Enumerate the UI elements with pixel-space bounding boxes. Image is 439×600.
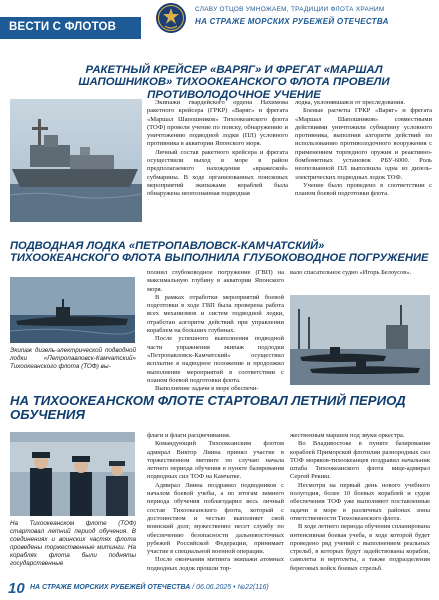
- footer-title: [30, 584, 269, 591]
- article2-photo-caption: Экипаж дизель-электрической подводной лодки «Петропавловск-Камчатский» Тихоокеанского флота (ТОФ) вы-: [10, 347, 136, 370]
- article2-title: ПОДВОДНАЯ ЛОДКА «ПЕТРОПАВЛОВСК-КАМЧАТСКИЙ» ТИХООКЕАНСКОГО ФЛОТА ВЫПОЛНИЛА ГЛУБОКОВОДНОЕ ПОГРУЖЕНИЕ: [10, 240, 429, 265]
- footer-issue: / 06.06.2025 • №22(116): [192, 584, 269, 591]
- article1-column-1: Экипажи гвардейского ордена Нахимова ракетного крейсера (ГРКР) «Варяг» и фрегата «Маршал Шапошников» Тихоокеанского флота (ТОФ) провели учение по поиску, обнаружению и уничтожению подводной лодки (ПЛ) условного противника в акватории Японского моря. Личный состав ракетного крейсера и фрегата осуществили выход в море в район предполагаемого нахождения «вражеской» субмарины. В ходе организованных поисковых мероприятий экипажами кораблей была обнаружена неопознанная подводная: [147, 99, 288, 198]
- article1-title: РАКЕТНЫЙ КРЕЙСЕР «ВАРЯГ» И ФРЕГАТ «МАРШАЛ ШАПОШНИКОВ» ТИХООКЕАНСКОГО ФЛОТА ПРОВЕЛИ ПРОТИВОЛОДОЧНОЕ УЧЕНИЕ: [78, 64, 390, 101]
- article3-photo-caption: На Тихоокеанском флоте (ТОФ) стартовал летний период обучения. В соединениях и воинских частях флота проведены торжественные митинги. На кораблях флота были подняты государственные: [10, 520, 136, 567]
- section-title: ВЕСТИ С ФЛОТОВ: [0, 17, 141, 39]
- article1-column-2: лодка, уклонявшаяся от преследования. Боевые расчеты ГРКР «Варяг» и фрегата «Маршал Шапошников» совместными действиями уничтожили субмарину условного противника, выполнив алгоритм действий по использованию противолодочного вооружения с применением торпедного оружия и реактивно-бомбометных установок РБУ-6000. Роль неопознанной ПЛ выполнила одна из дизель-электрических подводных лодок ТОФ. Учение было проведено в соответствии с планом боевой подготовки флота.: [295, 99, 432, 198]
- footer-paper-title: НА СТРАЖЕ МОРСКИХ РУБЕЖЕЙ ОТЕЧЕСТВА: [30, 584, 191, 591]
- submarine-photo: [10, 277, 135, 343]
- page-header: [0, 0, 439, 44]
- navy-emblem-icon: [155, 2, 187, 34]
- article3-column-1: флаги и флаги расцвечивания. Командующий Тихоокеанским флотом адмирал Виктор Лиина принял участие в торжественном митинге по случаю начала летнего периода обучения в пункте базирования подводных сил ТОФ на Камчатке. Адмирал Лиина поздравил подводников с началом боевой учебы, а по итогам зимнего периода обучения поблагодарил весь личный состав Тихоокеанского флота, который с достоинством и честью выполняет свой воинский долг, мужественно несет службу по обеспечению безопасности дальневосточных рубежей Российской Федерации, принимает участие в специальной военной операции. После окончания митинга экипажи атомных подводных лодок прошли тор-: [147, 432, 284, 572]
- submarines-pier-photo: [290, 295, 430, 385]
- cruiser-photo: [10, 99, 142, 222]
- naval-officers-photo: [10, 432, 135, 516]
- article2-column-2: вало спасательное судно «Игорь Белоусов».: [290, 269, 412, 276]
- article3-title: НА ТИХООКЕАНСКОМ ФЛОТЕ СТАРТОВАЛ ЛЕТНИЙ ПЕРИОД ОБУЧЕНИЯ: [10, 393, 406, 423]
- page-number: 10: [8, 580, 25, 597]
- header-slogan: СЛАВУ ОТЦОВ УМНОЖАЕМ, ТРАДИЦИИ ФЛОТА ХРАНИМ: [195, 6, 385, 13]
- header-paper-title: НА СТРАЖЕ МОРСКИХ РУБЕЖЕЙ ОТЕЧЕСТВА: [195, 17, 389, 26]
- article3-column-2: жественным маршем под звуки оркестра. Во Владивостоке в пункте базирования кораблей Приморской флотилии разнородных сил ТОФ моряков-тихоокеанцев поздравил начальник штаба Тихоокеанского флота вице-адмирал Сергей Рекиш. Несмотря на первый день нового учебного полугодия, более 10 боевых кораблей и судов обеспечения ТОФ уже выполняют поставленные задачи в море в различных районах зоны ответственности Тихоокеанского флота. В ходе летнего периода обучения спланирована интенсивная боевая учеба, в ходе которой будет проведено ряд учений с выполнением реальных стрельб, в которых будут задействованы корабли, самолеты и вертолеты, а также подразделения береговых войск боевых стрельб.: [290, 432, 430, 572]
- article2-column-1: полнил глубоководное погружение (ГВП) на максимальную глубину в акватории Японского моря. В рамках отработки мероприятий боевой подготовки в ходе ГВП была проверена работа всех механизмов и систем подводной лодки, отработан алгоритм действий при управлении кораблем на больших глубинах. После успешного выполнения подводной части упражнения экипаж подлодки «Петропавловск-Камчатский» осуществил всплытие в надводное положение и продолжил выполнение мероприятий в соответствии с планом боевой подготовки флота. Выполнение задачи в море обеспечи-: [147, 269, 284, 392]
